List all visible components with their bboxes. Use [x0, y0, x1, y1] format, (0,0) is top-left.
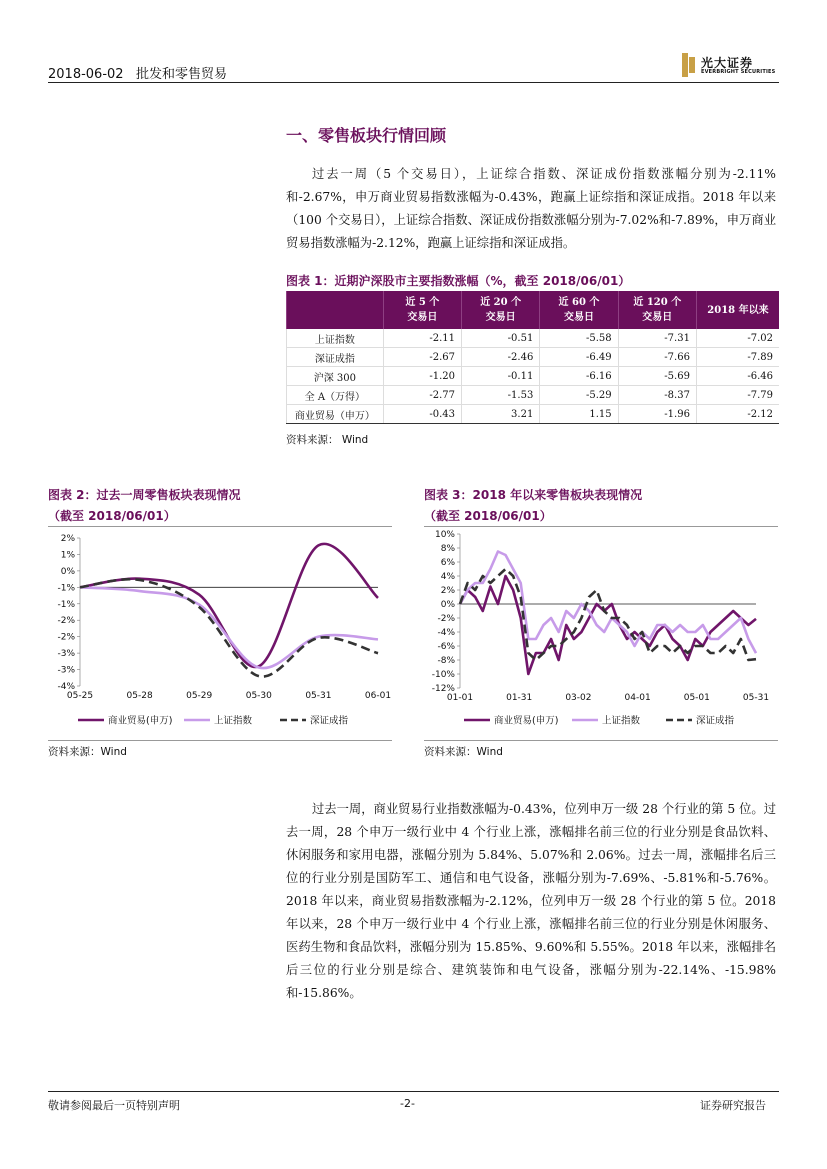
- y-tick-label: 4%: [440, 572, 455, 582]
- chart2-source: 资料来源：Wind: [48, 746, 127, 758]
- table-source: 资料来源： Wind: [286, 434, 369, 446]
- x-tick-label: 05-31: [305, 691, 332, 701]
- footer-rule: [48, 1091, 779, 1092]
- header-industry: 批发和零售贸易: [135, 67, 227, 82]
- company-logo: [682, 53, 782, 79]
- chart3-bottom-rule: [424, 740, 778, 741]
- table-cell: -6.46: [696, 367, 779, 386]
- logo-name-en: EVERBRIGHT SECURITIES: [701, 69, 776, 75]
- y-tick-label: -2%: [437, 614, 455, 624]
- table-row: [287, 386, 780, 405]
- logo-name-cn: 光大证券: [701, 56, 754, 70]
- table-cell: 1.15: [540, 405, 618, 424]
- x-tick-label: 05-30: [245, 691, 272, 701]
- header-title: [48, 63, 227, 82]
- table-row-label: 深证成指: [287, 348, 384, 367]
- x-tick-label: 04-01: [624, 693, 651, 703]
- table-cell: -7.02: [696, 329, 779, 348]
- series-line-2: [460, 552, 756, 654]
- y-tick-label: -12%: [431, 684, 455, 694]
- chart2-caption-date: （截至 2018/06/01）: [48, 509, 176, 523]
- table-cell: 3.21: [462, 405, 540, 424]
- table-cell: -2.12: [696, 405, 779, 424]
- table-row-label: 全 A（万得）: [287, 386, 384, 405]
- chart3-ytd-performance: [424, 528, 778, 730]
- table-cell: -7.66: [618, 348, 696, 367]
- x-tick-label: 06-01: [364, 691, 392, 701]
- header-rule: [48, 82, 779, 83]
- table-header-cell: 2018 年以来: [696, 291, 779, 329]
- table-cell: -6.49: [540, 348, 618, 367]
- y-tick-label: 1%: [60, 550, 75, 561]
- table-cell: -5.69: [618, 367, 696, 386]
- table-caption: 图表 1：近期沪深股市主要指数涨幅（%，截至 2018/06/01）: [286, 274, 631, 288]
- footer-page-number: -2-: [400, 1097, 415, 1110]
- chart2-bottom-rule: [48, 740, 392, 741]
- x-tick-label: 05-29: [186, 691, 213, 701]
- table-header-cell: 近 60 个 交易日: [540, 291, 618, 329]
- footer-disclaimer: 敬请参阅最后一页特别声明: [48, 1099, 180, 1112]
- y-tick-label: -4%: [437, 628, 455, 638]
- y-tick-label: -1%: [57, 583, 75, 594]
- chart3-caption-date: （截至 2018/06/01）: [424, 509, 552, 523]
- y-tick-label: 2%: [440, 586, 455, 596]
- legend-label: 商业贸易(申万): [494, 715, 559, 727]
- chart2-top-rule: [48, 526, 392, 527]
- table-row-label: 商业贸易（申万）: [287, 405, 384, 424]
- chart3-caption: 图表 3：2018 年以来零售板块表现情况: [424, 488, 643, 502]
- table-row-label: 上证指数: [287, 329, 384, 348]
- y-tick-label: -3%: [57, 665, 75, 676]
- table-cell: -5.29: [540, 386, 618, 405]
- y-tick-label: -1%: [57, 599, 75, 610]
- y-tick-label: 0%: [60, 566, 75, 577]
- table-cell: -7.31: [618, 329, 696, 348]
- x-tick-label: 05-31: [742, 693, 770, 703]
- table-cell: -6.16: [540, 367, 618, 386]
- table-row: [287, 367, 780, 386]
- table-cell: -2.77: [383, 386, 461, 405]
- table-row-label: 沪深 300: [287, 367, 384, 386]
- table-cell: -1.53: [462, 386, 540, 405]
- logo-mark-icon: [682, 53, 696, 77]
- table-cell: -2.46: [462, 348, 540, 367]
- legend-label: 上证指数: [214, 715, 253, 727]
- table-cell: -0.11: [462, 367, 540, 386]
- table-row: [287, 348, 780, 367]
- y-tick-label: -6%: [437, 642, 455, 652]
- x-tick-label: 03-02: [565, 693, 592, 703]
- y-tick-label: 0%: [440, 600, 455, 610]
- y-tick-label: -2%: [57, 632, 75, 643]
- x-tick-label: 01-31: [506, 693, 533, 703]
- legend-label: 深证成指: [696, 715, 735, 727]
- chart3-top-rule: [424, 526, 778, 527]
- table-cell: -7.79: [696, 386, 779, 405]
- chart2-weekly-performance: [48, 528, 396, 730]
- table-cell: -0.51: [462, 329, 540, 348]
- table-row: [287, 405, 780, 424]
- x-tick-label: 05-01: [683, 693, 710, 703]
- table-row: [287, 329, 780, 348]
- section-title: 一、零售板块行情回顾: [286, 126, 447, 145]
- table-cell: -1.96: [618, 405, 696, 424]
- header-date: 2018-06-02: [48, 67, 124, 82]
- y-tick-label: -10%: [431, 670, 455, 680]
- y-tick-label: 6%: [440, 558, 455, 568]
- series-line-2: [80, 587, 378, 668]
- series-line-3: [80, 579, 378, 676]
- y-tick-label: -2%: [57, 616, 75, 627]
- x-tick-label: 05-25: [66, 691, 94, 701]
- footer-report-type: 证券研究报告: [700, 1099, 766, 1112]
- paragraph-industry-ranking: 过去一周，商业贸易行业指数涨幅为-0.43%，位列申万一级 28 个行业的第 5 位。过去一周，28 个申万一级行业中 4 个行业上涨，涨幅排名前三位的行业分别是食品饮料、休闲服务和家用电器，涨幅分别为 5.84%、5.07%和 2.06%。过去一周，涨幅排名后三位的行业分别是国防军工、通信和电气设备，涨幅分别为-7.69%、-5.81%和-5.76%。2018 年以来，商业贸易指数涨幅为-2.12%，位列申万一级 28 个行业的第 5 位。2018 年以来，28 个申万一级行业中 4 个行业上涨，涨幅排名前三位的行业分别是休闲服务、医药生物和食品饮料，涨幅分别为 15.85%、9.60%和 5.55%。2018 年以来，涨幅排名后三位的行业分别是综合、建筑装饰和电气设备，涨幅分别为-22.14%、-15.98%和-15.86%。: [286, 802, 776, 1000]
- table-cell: -8.37: [618, 386, 696, 405]
- y-tick-label: -4%: [57, 682, 75, 692]
- legend-label: 深证成指: [310, 715, 349, 727]
- y-tick-label: -8%: [437, 656, 455, 666]
- table-cell: -2.11: [383, 329, 461, 348]
- legend-label: 商业贸易(申万): [108, 715, 173, 727]
- y-tick-label: -3%: [57, 649, 75, 660]
- table-cell: -1.20: [383, 367, 461, 386]
- table-cell: -5.58: [540, 329, 618, 348]
- y-tick-label: 2%: [60, 534, 75, 544]
- index-table: [286, 291, 779, 424]
- y-tick-label: 8%: [440, 544, 455, 554]
- legend-label: 上证指数: [602, 715, 641, 727]
- x-tick-label: 05-28: [126, 691, 153, 701]
- table-header-cell: 近 5 个 交易日: [383, 291, 461, 329]
- table-cell: -0.43: [383, 405, 461, 424]
- table-header-cell: [287, 291, 384, 329]
- table-cell: -7.89: [696, 348, 779, 367]
- table-header-cell: 近 20 个 交易日: [462, 291, 540, 329]
- x-tick-label: 01-01: [446, 693, 474, 703]
- paragraph-summary: 过去一周（5 个交易日），上证综合指数、深证成份指数涨幅分别为-2.11%和-2.67%，申万商业贸易指数涨幅为-0.43%，跑赢上证综指和深证成指。2018 年以来（100 个交易日），上证综合指数、深证成份指数涨幅分别为-7.02%和-7.89%，申万商业贸易指数涨幅为-2.12%，跑赢上证综指和深证成指。: [286, 167, 776, 250]
- y-tick-label: 10%: [434, 530, 455, 540]
- series-line-1: [80, 544, 378, 667]
- table-header-row: [287, 291, 780, 329]
- chart3-source: 资料来源：Wind: [424, 746, 503, 758]
- table-header-cell: 近 120 个 交易日: [618, 291, 696, 329]
- table-cell: -2.67: [383, 348, 461, 367]
- chart2-caption: 图表 2：过去一周零售板块表现情况: [48, 488, 241, 502]
